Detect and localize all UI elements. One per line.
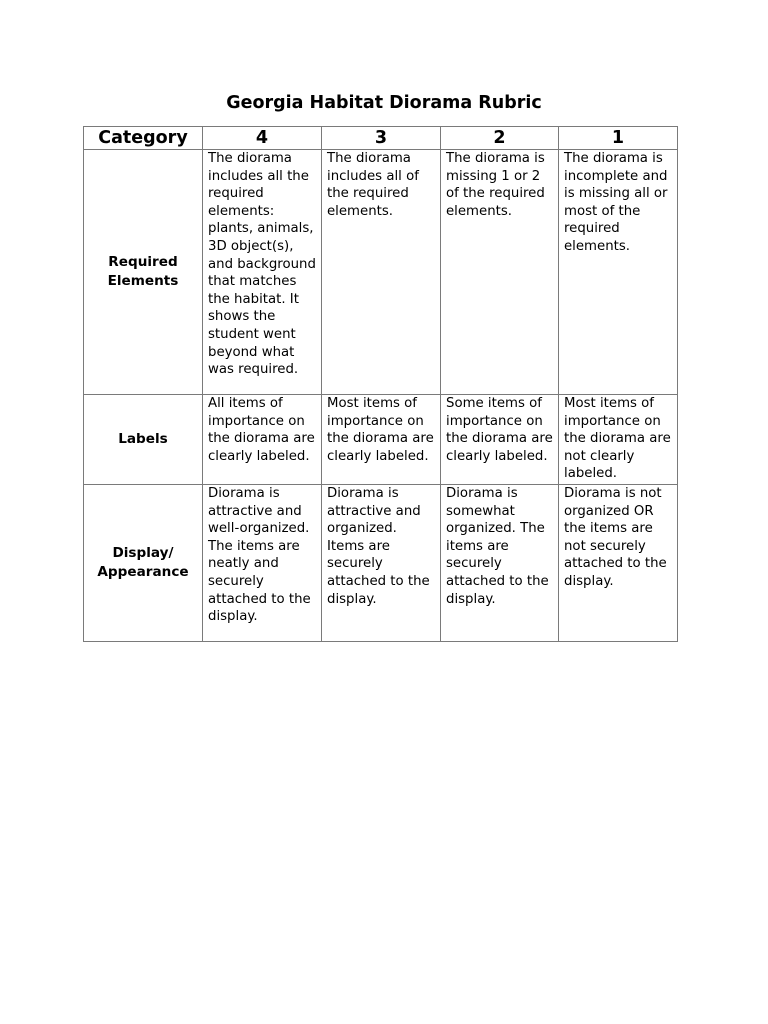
criteria-cell: Diorama is not organized OR the items are not securely attached to the display. bbox=[559, 485, 678, 642]
header-score-3: 3 bbox=[322, 127, 441, 150]
criteria-cell: Most items of importance on the diorama are clearly labeled. bbox=[322, 395, 441, 485]
criteria-cell: Diorama is somewhat organized. The items are securely attached to the display. bbox=[441, 485, 559, 642]
page-title: Georgia Habitat Diorama Rubric bbox=[226, 93, 542, 113]
criteria-cell: The diorama is incomplete and is missing all or most of the required elements. bbox=[559, 150, 678, 395]
header-category: Category bbox=[84, 127, 203, 150]
table-row bbox=[84, 395, 678, 485]
criteria-cell: The diorama includes all of the required elements. bbox=[322, 150, 441, 395]
header-row bbox=[84, 127, 678, 150]
criteria-cell: Most items of importance on the diorama are not clearly labeled. bbox=[559, 395, 678, 485]
criteria-cell: Diorama is attractive and organized. Items are securely attached to the display. bbox=[322, 485, 441, 642]
table-row bbox=[84, 485, 678, 642]
category-cell: Display/ Appearance bbox=[84, 485, 203, 642]
rubric-table bbox=[83, 126, 678, 642]
criteria-cell: The diorama is missing 1 or 2 of the required elements. bbox=[441, 150, 559, 395]
header-score-2: 2 bbox=[441, 127, 559, 150]
table-row bbox=[84, 150, 678, 395]
category-cell: Labels bbox=[84, 395, 203, 485]
criteria-cell: Diorama is attractive and well-organized. The items are neatly and securely attached to the display. bbox=[203, 485, 322, 642]
header-score-1: 1 bbox=[559, 127, 678, 150]
category-cell: Required Elements bbox=[84, 150, 203, 395]
criteria-cell: Some items of importance on the diorama are clearly labeled. bbox=[441, 395, 559, 485]
criteria-cell: All items of importance on the diorama are clearly labeled. bbox=[203, 395, 322, 485]
criteria-cell: The diorama includes all the required elements: plants, animals, 3D object(s), and background that matches the habitat. It shows the student went beyond what was required. bbox=[203, 150, 322, 395]
header-score-4: 4 bbox=[203, 127, 322, 150]
